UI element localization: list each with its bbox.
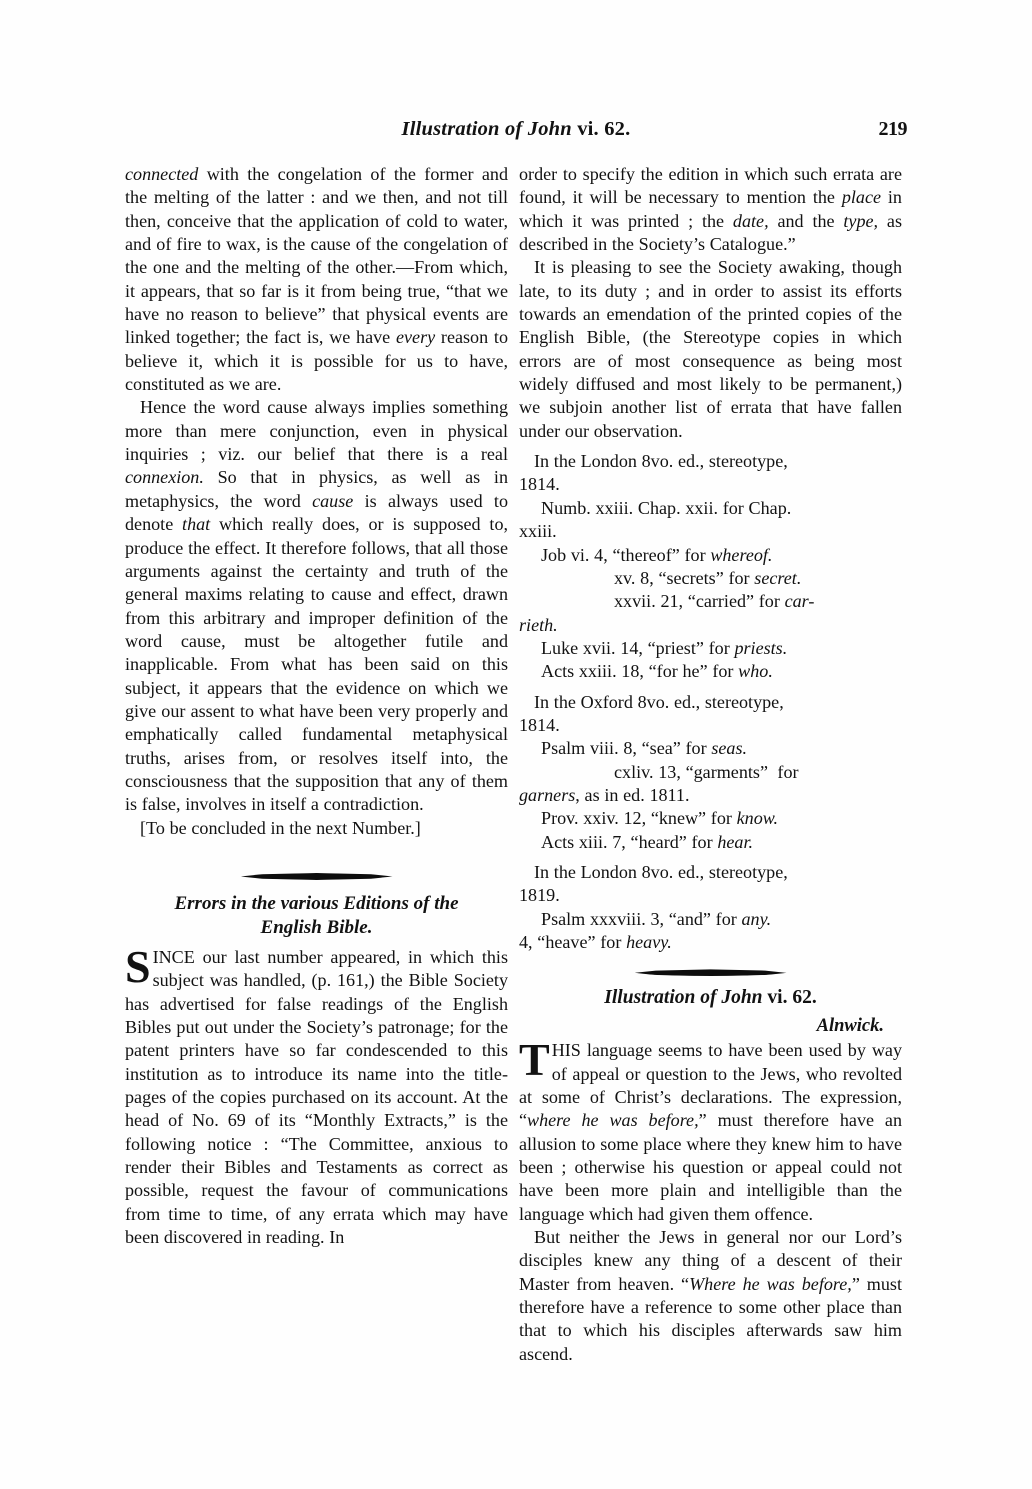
word-type-italic: type, <box>843 210 879 231</box>
paragraph-connected: connected with the congelation of the former and the melting of the latter : and we then, and not till then, conceive that the application of cold to water, and of fire to wax, is the cause of the congelation of the one and the melting of the other.—From which, it appears, that so far is it from being true, “that we have no reason to believe” that physical events are linked together; the fact is, we have every reason to believe it, which it is possible for us to have, constituted as we are. <box>125 164 508 395</box>
errata-edition-line1: In the London 8vo. ed., stereotype, <box>534 451 788 472</box>
errata-correction-italic: garners <box>519 784 576 805</box>
word-connected-italic: connected <box>125 164 199 184</box>
john-article-title <box>519 986 902 1010</box>
errata-correction-italic: secret. <box>754 567 802 588</box>
running-head-title-italic: Illustration of John <box>401 118 572 140</box>
running-head-title-roman: vi. 62. <box>571 118 631 140</box>
errata-entry-runover: xxiii. <box>519 521 557 542</box>
errata-entry: Numb. xxiii. Chap. xxii. for Chap. <box>541 497 792 518</box>
drop-cap-s: S <box>125 940 151 992</box>
left-column <box>125 163 508 1249</box>
ornament-rule-left <box>125 862 508 888</box>
errors-article-title-line1: Errors in the various Editions of the <box>174 892 459 914</box>
errata-entry: 4, “heave” for heavy. <box>519 932 672 952</box>
errata-edition-line1: In the London 8vo. ed., stereotype, <box>534 861 788 882</box>
errata-entry: Psalm xxxviii. 3, “and” for any. <box>541 908 772 929</box>
errors-article-title-line2: English Bible. <box>260 916 373 938</box>
running-head <box>125 118 907 148</box>
john-article-body-1: THIS language seems to have been used by way of appeal or question to the Jews, who revolted at some of Christ’s declarations. The expression, “where he was before,” must therefore have an allusion to some place where they knew him to have been ; otherwise his question or appeal could not have been more plain and intelligible than the language which had given them offence. <box>519 1034 903 1224</box>
quote-where-he-was-before-italic: where he was before, <box>527 1110 699 1131</box>
errata-correction-italic: priests. <box>734 637 788 658</box>
paragraph-it-is-pleasing: It is pleasing to see the Society awaking, though late, to its duty ; and in order to assist its efforts towards an emendation of the printed copies of the English Bible, (the Stereotype copies in which errors are of most consequence as being most widely diffused and most likely to be permanent,) we subjoin another list of errata that have fallen under our observation. <box>519 257 902 441</box>
errata-correction-italic: any. <box>741 908 772 929</box>
page-number: 219 <box>878 118 907 140</box>
errata-edition-year: 1814. <box>519 714 560 735</box>
errata-correction-italic: rieth. <box>519 614 558 635</box>
paragraph-hence: Hence the word cause always implies something more than mere conjunction, even in physical inquiries ; viz. our belief that there is a real con⁠nexion. So that in physics, as well as in metaphysics, the word cause is always used to denote that which really does, or is supposed to, produce the effect. It therefore follows, that all those arguments against the certainty and truth of the general maxims relating to cause and effect, drawn from this arbitrary and improper definition of the word cause, must be altogether futile and inapplicable. From what has been said on this subject, it appears that the evidence on which we give our assent to what have been very properly and emphatically called fundamental metaphysical truths, arises from, or resolves itself into, the consciousness that the supposition that any of them is false, involves in itself a contradiction. <box>125 397 509 815</box>
word-connexion-italic: con⁠nexion. <box>125 467 204 488</box>
word-every-italic: every <box>395 327 436 348</box>
errata-entry: Prov. xxiv. 12, “knew” for know. <box>541 808 779 829</box>
errata-entry-runover <box>519 614 902 637</box>
word-cause-italic: cause <box>312 490 354 511</box>
drop-cap-t: T <box>519 1034 550 1086</box>
errata-entry: xv. 8, “secrets” for secret. <box>614 567 802 588</box>
word-date-italic: date, <box>732 210 769 231</box>
errata-entry: cxliv. 13, “garments” for <box>614 761 799 782</box>
word-place-italic: place <box>841 187 882 208</box>
errata-entry: Job vi. 4, “thereof” for whereof. <box>541 544 773 565</box>
to-be-concluded-note: [To be concluded in the next Number.] <box>140 817 421 838</box>
errata-entry: xxvii. 21, “carried” for car- <box>614 591 815 612</box>
errata-edition-year: 1819. <box>519 885 560 906</box>
ornament-rule-right <box>519 958 902 984</box>
errata-correction-italic: know. <box>736 808 779 829</box>
errata-edition-year: 1814. <box>519 474 560 495</box>
errors-article-body: SINCE our last number appeared, in which this subject was handled, (p. 161,) the Bible Society has advertised for false readings of the English Bibles put out under the Society’s patronage; for the patent printers have so far condescended to this institution as to introduce its name into the title-pages of the copies purchased on its account. At the head of No. 69 of its “Monthly Extracts,” is the following notice : “The Committee, anxious to render their Bibles and Testaments as correct as possible, request the favour of communications from time to time, of any errata which may have been discovered in reading. In <box>125 940 508 1248</box>
john-article-title-roman: vi. 62. <box>762 987 817 1009</box>
errata-correction-italic: hear. <box>717 831 754 852</box>
article-byline: Alnwick. <box>816 1016 884 1037</box>
errata-correction-italic: who. <box>738 661 773 682</box>
errata-entry: Acts xiii. 7, “heard” for hear. <box>541 831 754 852</box>
errors-article-title <box>125 892 508 940</box>
errata-edition-heading <box>519 861 902 884</box>
errata-entry: Acts xxiii. 18, “for he” for who. <box>541 661 773 682</box>
errata-entry: Luke xvii. 14, “priest” for priests. <box>541 637 788 658</box>
errata-correction-italic: car- <box>784 591 815 612</box>
errata-edition-line1: In the Oxford 8vo. ed., stereotype, <box>534 691 784 712</box>
errata-entry-runover: garners, as in ed. 1811. <box>519 784 690 805</box>
john-article-body-2: But neither the Jews in general nor our Lord’s disciples knew any thing of a descent of their Master from heaven. “Where he was before,” must therefore have a reference to some other place than that to which his disciples afterwards saw him ascend. <box>519 1227 902 1364</box>
right-column <box>519 163 902 1366</box>
errata-correction-italic: whereof. <box>710 544 773 565</box>
errata-correction-italic: seas. <box>711 738 748 759</box>
errata-edition-heading <box>519 691 902 714</box>
john-article-title-italic: Illustration of John <box>604 987 763 1009</box>
word-that-italic: that <box>182 514 211 535</box>
running-head-title <box>125 118 907 141</box>
quote-where-he-was-before-italic-2: Where he was before, <box>689 1273 852 1294</box>
errata-correction-italic: heavy. <box>626 932 672 952</box>
paragraph-order-to-specify: order to specify the edition in which such errata are found, it will be necessary to mention the place in which it was printed ; the date, and the type, as described in the Society’s Catalogue.” <box>519 164 903 255</box>
errata-entry: Psalm viii. 8, “sea” for seas. <box>541 738 748 759</box>
errata-edition-heading <box>519 450 902 473</box>
